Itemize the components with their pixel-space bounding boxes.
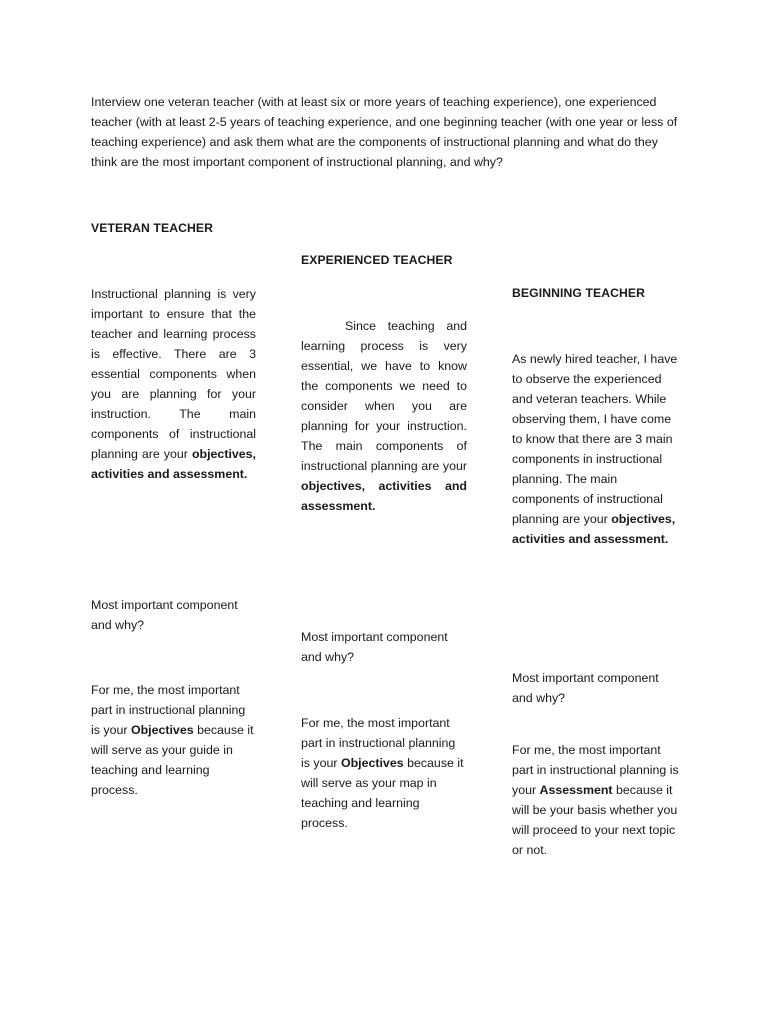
experienced-reason-component: Objectives [340,756,404,770]
beginning-reason [512,740,682,860]
experienced-reason-suffix: because it will serve as your map in teaching and learning process. [301,756,464,830]
assignment-instructions: Interview one veteran teacher (with at least six or more years of teaching experience), one experienced teacher (with at least 2-5 years of teaching experience, and one beginning teacher (with one year or less of teaching experience) and ask them what are the components of instructional planning and what do they think are the most important component of instructional planning, and why? [91,95,678,169]
beginning-reason-suffix: because it will be your basis whether you will proceed to your next topic or not. [512,783,678,857]
beginning-question: Most important component and why? [512,671,659,705]
veteran-reason-suffix: because it will serve as your guide in teaching and learning process. [91,723,254,797]
experienced-teacher-heading: EXPERIENCED TEACHER [301,253,453,267]
veteran-answer-text: Instructional planning is very important to ensure that the teacher and learning process is effective. There are 3 essential components when you are planning for your instruction. The main components of instructional planning are your [91,287,256,461]
experienced-answer [301,316,467,516]
experienced-reason [301,713,467,833]
veteran-reason [91,680,256,800]
beginning-reason-component: Assessment [539,783,613,797]
beginning-answer [512,349,682,549]
veteran-question: Most important component and why? [91,598,238,632]
veteran-teacher-heading: VETERAN TEACHER [91,221,214,235]
beginning-answer-text: As newly hired teacher, I have to observe the experienced and veteran teachers. While observing them, I have come to know that there are 3 main components in instructional planning. The main components of instructional planning are your [512,352,678,526]
experienced-answer-text: Since teaching and learning process is very essential, we have to know the components we need to consider when you are planning for your instruction. The main components of instructional planning are your [301,319,467,473]
beginning-answer-components: objectives, activities and assessment. [512,512,676,546]
veteran-reason-component: Objectives [130,723,194,737]
experienced-reason-prefix: For me, the most important part in instructional planning is your [301,716,456,770]
experienced-question: Most important component and why? [301,630,448,664]
experienced-answer-components: objectives, activities and assessment. [301,479,467,513]
beginning-reason-prefix: For me, the most important part in instructional planning is your [512,743,679,797]
veteran-answer-components: objectives, activities and assessment. [91,447,256,481]
beginning-teacher-heading: BEGINNING TEACHER [512,286,646,300]
veteran-reason-prefix: For me, the most important part in instructional planning is your [91,683,246,737]
veteran-answer [91,284,256,484]
